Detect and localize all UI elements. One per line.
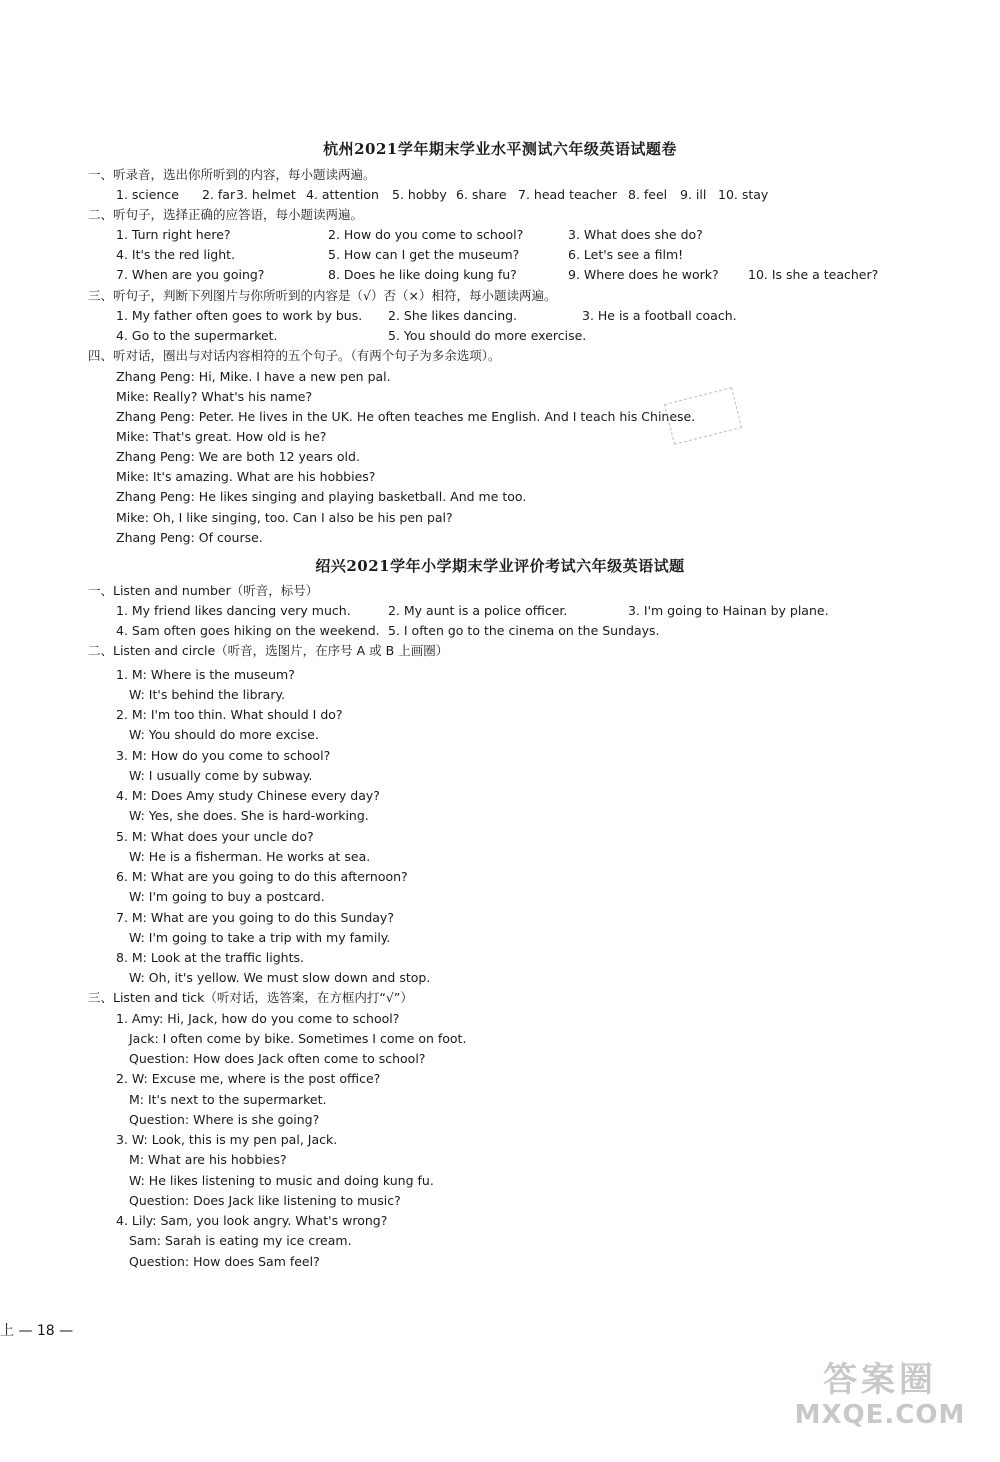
dialogue-line: Zhang Peng: He likes singing and playing basketball. And me too.: [116, 489, 527, 504]
dialogue-line: Jack: I often come by bike. Sometimes I come on foot.: [129, 1031, 467, 1046]
dialogue-line: M: What are his hobbies?: [129, 1152, 287, 1167]
shaoxing-title: 绍兴2021学年小学期末学业评价考试六年级英语试题: [315, 557, 685, 575]
sentence-item: 3. He is a football coach.: [582, 308, 737, 323]
dialogue-line: 2. M: I'm too thin. What should I do?: [116, 707, 343, 722]
word-item: 9. ill: [680, 187, 707, 202]
watermark-logo-text: 答案圈: [823, 1360, 937, 1400]
hz-s4-heading: 四、听对话，圈出与对话内容相符的五个句子。（有两个句子为多余选项）。: [88, 348, 501, 363]
dialogue-line: Question: How does Jack often come to school?: [129, 1051, 426, 1066]
sx-s2-heading: 二、Listen and circle（听音，选图片，在序号 A 或 B 上画圈）: [88, 643, 449, 658]
word-item: 6. share: [456, 187, 507, 202]
dialogue-line: 1. Amy: Hi, Jack, how do you come to school?: [116, 1011, 400, 1026]
dialogue-line: Question: How does Sam feel?: [129, 1254, 320, 1269]
sentence-item: 6. Let's see a film!: [568, 247, 684, 262]
dialogue-line: Zhang Peng: Peter. He lives in the UK. He often teaches me English. And I teach his Chinese.: [116, 409, 696, 424]
sentence-item: 3. What does she do?: [568, 227, 703, 242]
word-item: 10. stay: [718, 187, 769, 202]
dialogue-line: Zhang Peng: Of course.: [116, 530, 263, 545]
word-item: 3. helmet: [236, 187, 296, 202]
sentence-item: 2. She likes dancing.: [388, 308, 518, 323]
dialogue-line: W: Oh, it's yellow. We must slow down and stop.: [129, 970, 431, 985]
dialogue-line: 3. M: How do you come to school?: [116, 748, 331, 763]
dialogue-line: W: I'm going to take a trip with my family.: [129, 930, 391, 945]
dialogue-line: 4. Lily: Sam, you look angry. What's wrong?: [116, 1213, 388, 1228]
scan-stamp-mark: [664, 387, 742, 445]
word-item: 2. far: [202, 187, 236, 202]
sentence-item: 9. Where does he work?: [568, 267, 719, 282]
sentence-item: 10. Is she a teacher?: [748, 267, 879, 282]
word-item: 1. science: [116, 187, 179, 202]
sentence-item: 4. It's the red light.: [116, 247, 236, 262]
dialogue-line: Mike: Really? What's his name?: [116, 389, 313, 404]
sentence-item: 4. Go to the supermarket.: [116, 328, 278, 343]
word-item: 4. attention: [306, 187, 379, 202]
dialogue-line: Zhang Peng: Hi, Mike. I have a new pen pal.: [116, 369, 391, 384]
sentence-item: 4. Sam often goes hiking on the weekend.: [116, 623, 380, 638]
dialogue-line: 7. M: What are you going to do this Sunday?: [116, 910, 394, 925]
dialogue-line: 1. M: Where is the museum?: [116, 667, 295, 682]
sentence-item: 1. My father often goes to work by bus.: [116, 308, 363, 323]
hz-s1-heading: 一、听录音，选出你所听到的内容，每小题读两遍。: [88, 167, 376, 182]
sentence-item: 2. My aunt is a police officer.: [388, 603, 568, 618]
dialogue-line: Question: Does Jack like listening to music?: [129, 1193, 401, 1208]
word-item: 7. head teacher: [518, 187, 617, 202]
sentence-item: 7. When are you going?: [116, 267, 265, 282]
dialogue-line: Mike: It's amazing. What are his hobbies?: [116, 469, 376, 484]
sentence-item: 5. How can I get the museum?: [328, 247, 520, 262]
sentence-item: 3. I'm going to Hainan by plane.: [628, 603, 829, 618]
sx-s3-heading: 三、Listen and tick（听对话，选答案，在方框内打“√”）: [88, 990, 413, 1005]
dialogue-line: 5. M: What does your uncle do?: [116, 829, 314, 844]
dialogue-line: Mike: Oh, I like singing, too. Can I also be his pen pal?: [116, 510, 453, 525]
dialogue-line: Question: Where is she going?: [129, 1112, 320, 1127]
dialogue-line: W: It's behind the library.: [129, 687, 286, 702]
hangzhou-title: 杭州2021学年期末学业水平测试六年级英语试题卷: [323, 140, 677, 158]
site-watermark: [780, 1360, 980, 1440]
sentence-item: 2. How do you come to school?: [328, 227, 524, 242]
dialogue-line: 6. M: What are you going to do this afternoon?: [116, 869, 408, 884]
word-item: 5. hobby: [392, 187, 447, 202]
sentence-item: 8. Does he like doing kung fu?: [328, 267, 517, 282]
dialogue-line: Zhang Peng: We are both 12 years old.: [116, 449, 360, 464]
sentence-item: 5. I often go to the cinema on the Sundays.: [388, 623, 660, 638]
dialogue-line: W: I usually come by subway.: [129, 768, 313, 783]
word-item: 8. feel: [628, 187, 668, 202]
hz-s2-heading: 二、听句子，选择正确的应答语，每小题读两遍。: [88, 207, 364, 222]
dialogue-line: M: It's next to the supermarket.: [129, 1092, 327, 1107]
hz-s3-heading: 三、听句子，判断下列图片与你所听到的内容是（√）否（×）相符，每小题读两遍。: [88, 288, 557, 303]
sentence-item: 1. Turn right here?: [116, 227, 231, 242]
page-number: 上 — 18 —: [0, 1323, 74, 1339]
dialogue-line: W: I'm going to buy a postcard.: [129, 889, 325, 904]
dialogue-line: 2. W: Excuse me, where is the post office?: [116, 1071, 381, 1086]
dialogue-line: 8. M: Look at the traffic lights.: [116, 950, 304, 965]
dialogue-line: W: Yes, she does. She is hard-working.: [129, 808, 369, 823]
dialogue-line: 4. M: Does Amy study Chinese every day?: [116, 788, 380, 803]
sentence-item: 5. You should do more exercise.: [388, 328, 587, 343]
sx-s1-heading: 一、Listen and number（听音，标号）: [88, 583, 319, 598]
dialogue-line: W: You should do more excise.: [129, 727, 319, 742]
sentence-item: 1. My friend likes dancing very much.: [116, 603, 351, 618]
dialogue-line: Sam: Sarah is eating my ice cream.: [129, 1233, 352, 1248]
watermark-url: MXQE.COM: [794, 1400, 966, 1430]
dialogue-line: Mike: That's great. How old is he?: [116, 429, 327, 444]
dialogue-line: 3. W: Look, this is my pen pal, Jack.: [116, 1132, 338, 1147]
dialogue-line: W: He likes listening to music and doing kung fu.: [129, 1173, 434, 1188]
dialogue-line: W: He is a fisherman. He works at sea.: [129, 849, 371, 864]
